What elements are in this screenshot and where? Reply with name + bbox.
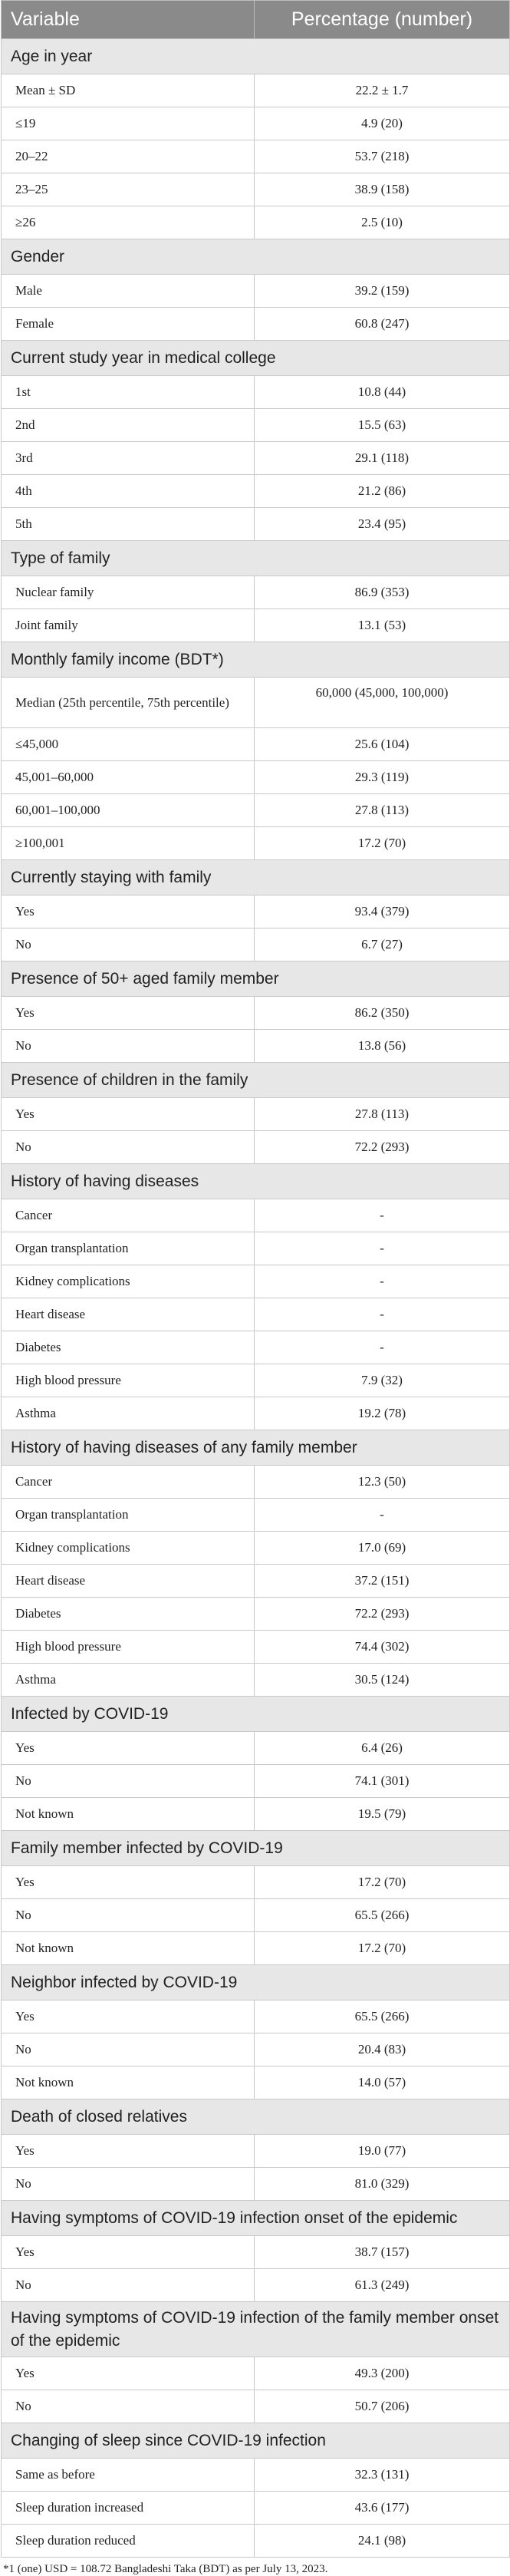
section-header-row: [2, 1697, 510, 1732]
row-label: 4th: [2, 475, 255, 508]
table-row: [2, 1899, 510, 1932]
table-row: [2, 1397, 510, 1430]
table-row: [2, 2236, 510, 2269]
row-value: -: [255, 1199, 510, 1232]
row-value: 6.4 (26): [255, 1732, 510, 1765]
table-row: [2, 1199, 510, 1232]
row-value: 37.2 (151): [255, 1565, 510, 1598]
row-value: 61.3 (249): [255, 2269, 510, 2302]
row-value: 72.2 (293): [255, 1131, 510, 1164]
row-value: 27.8 (113): [255, 1098, 510, 1131]
table-row: [2, 827, 510, 860]
row-label: Sleep duration increased: [2, 2492, 255, 2525]
section-title: History of having diseases: [2, 1164, 510, 1199]
header-variable: Variable: [2, 1, 255, 39]
table-row: [2, 2066, 510, 2099]
table-row: [2, 275, 510, 308]
row-label: Organ transplantation: [2, 1232, 255, 1265]
row-label: Yes: [2, 1866, 255, 1899]
table-row: [2, 475, 510, 508]
row-value: 81.0 (329): [255, 2168, 510, 2201]
row-value: 7.9 (32): [255, 1364, 510, 1397]
row-label: No: [2, 928, 255, 961]
row-value: 60.8 (247): [255, 308, 510, 341]
table-row: [2, 678, 510, 728]
section-title: Infected by COVID-19: [2, 1697, 510, 1732]
row-label: Organ transplantation: [2, 1499, 255, 1532]
section-title: Currently staying with family: [2, 860, 510, 895]
row-value: 19.2 (78): [255, 1397, 510, 1430]
table-row: [2, 928, 510, 961]
table-row: [2, 728, 510, 761]
table-row: [2, 1598, 510, 1631]
section-title: Current study year in medical college: [2, 341, 510, 376]
row-label: Yes: [2, 2000, 255, 2033]
table-row: [2, 2459, 510, 2492]
table-row: [2, 1565, 510, 1598]
table-row: [2, 409, 510, 442]
section-header-row: [2, 1965, 510, 2000]
section-header-row: [2, 1164, 510, 1199]
row-label: High blood pressure: [2, 1631, 255, 1664]
row-label: No: [2, 1131, 255, 1164]
section-title: Presence of 50+ aged family member: [2, 961, 510, 997]
row-label: No: [2, 1899, 255, 1932]
table-row: [2, 1631, 510, 1664]
row-label: Sleep duration reduced: [2, 2525, 255, 2558]
row-label: No: [2, 2168, 255, 2201]
row-label: Same as before: [2, 2459, 255, 2492]
row-label: 3rd: [2, 442, 255, 475]
row-label: ≤19: [2, 107, 255, 140]
table-row: [2, 1499, 510, 1532]
row-value: 23.4 (95): [255, 508, 510, 541]
row-label: Yes: [2, 1732, 255, 1765]
table-row: [2, 1232, 510, 1265]
row-value: 10.8 (44): [255, 376, 510, 409]
table-row: [2, 1866, 510, 1899]
table-header-row: [2, 1, 510, 39]
row-value: -: [255, 1298, 510, 1331]
section-title: Family member infected by COVID-19: [2, 1831, 510, 1866]
table-row: [2, 2033, 510, 2066]
table-row: [2, 140, 510, 173]
row-value: 25.6 (104): [255, 728, 510, 761]
row-label: Female: [2, 308, 255, 341]
row-label: Asthma: [2, 1397, 255, 1430]
row-value: 38.9 (158): [255, 173, 510, 206]
row-value: 74.1 (301): [255, 1765, 510, 1798]
row-value: 15.5 (63): [255, 409, 510, 442]
row-value: 93.4 (379): [255, 895, 510, 928]
row-value: 2.5 (10): [255, 206, 510, 239]
section-title: Changing of sleep since COVID-19 infection: [2, 2423, 510, 2459]
row-label: Kidney complications: [2, 1265, 255, 1298]
row-label: High blood pressure: [2, 1364, 255, 1397]
table-row: [2, 2390, 510, 2423]
row-label: ≥100,001: [2, 827, 255, 860]
table-row: [2, 2492, 510, 2525]
section-title: Monthly family income (BDT*): [2, 642, 510, 678]
row-label: No: [2, 2269, 255, 2302]
row-value: -: [255, 1499, 510, 1532]
row-value: 6.7 (27): [255, 928, 510, 961]
row-value: 32.3 (131): [255, 2459, 510, 2492]
table-row: [2, 308, 510, 341]
row-label: 5th: [2, 508, 255, 541]
row-label: Male: [2, 275, 255, 308]
row-label: No: [2, 2033, 255, 2066]
row-label: No: [2, 2390, 255, 2423]
table-row: [2, 761, 510, 794]
row-value: 24.1 (98): [255, 2525, 510, 2558]
table-row: [2, 997, 510, 1030]
table-row: [2, 74, 510, 107]
table-row: [2, 1331, 510, 1364]
table-row: [2, 1932, 510, 1965]
table-row: [2, 173, 510, 206]
table-row: [2, 794, 510, 827]
table-row: [2, 2000, 510, 2033]
row-value: 38.7 (157): [255, 2236, 510, 2269]
row-label: Not known: [2, 1798, 255, 1831]
row-value: 43.6 (177): [255, 2492, 510, 2525]
table-row: [2, 2269, 510, 2302]
row-value: 86.9 (353): [255, 576, 510, 609]
row-value: 50.7 (206): [255, 2390, 510, 2423]
table-row: [2, 1532, 510, 1565]
row-value: 29.3 (119): [255, 761, 510, 794]
table-row: [2, 1030, 510, 1063]
row-label: 23–25: [2, 173, 255, 206]
row-label: Not known: [2, 2066, 255, 2099]
section-header-row: [2, 1430, 510, 1466]
section-title: Type of family: [2, 541, 510, 576]
table-row: [2, 576, 510, 609]
row-label: ≥26: [2, 206, 255, 239]
section-title: Age in year: [2, 39, 510, 74]
characteristics-table: [1, 0, 510, 2558]
row-value: -: [255, 1232, 510, 1265]
row-label: Cancer: [2, 1199, 255, 1232]
row-label: 1st: [2, 376, 255, 409]
row-value: 72.2 (293): [255, 1598, 510, 1631]
row-label: Asthma: [2, 1664, 255, 1697]
row-value: 86.2 (350): [255, 997, 510, 1030]
row-label: No: [2, 1765, 255, 1798]
table-row: [2, 206, 510, 239]
row-label: Nuclear family: [2, 576, 255, 609]
row-value: 53.7 (218): [255, 140, 510, 173]
row-value: 39.2 (159): [255, 275, 510, 308]
section-header-row: [2, 541, 510, 576]
table-row: [2, 895, 510, 928]
row-value: 13.1 (53): [255, 609, 510, 642]
row-value: 29.1 (118): [255, 442, 510, 475]
row-label: Cancer: [2, 1466, 255, 1499]
row-value: 4.9 (20): [255, 107, 510, 140]
row-label: ≤45,000: [2, 728, 255, 761]
row-value: 60,000 (45,000, 100,000): [255, 678, 510, 728]
footnote: *1 (one) USD = 108.72 Bangladeshi Taka (BDT) as per July 13, 2023.: [3, 2563, 328, 2575]
row-label: 2nd: [2, 409, 255, 442]
row-value: 17.2 (70): [255, 1932, 510, 1965]
row-value: 17.2 (70): [255, 827, 510, 860]
row-value: 20.4 (83): [255, 2033, 510, 2066]
row-label: Mean ± SD: [2, 74, 255, 107]
row-value: -: [255, 1331, 510, 1364]
row-value: 65.5 (266): [255, 1899, 510, 1932]
row-label: 60,001–100,000: [2, 794, 255, 827]
section-title: Presence of children in the family: [2, 1063, 510, 1098]
row-label: Yes: [2, 1098, 255, 1131]
row-value: 65.5 (266): [255, 2000, 510, 2033]
section-header-row: [2, 2302, 510, 2357]
row-value: -: [255, 1265, 510, 1298]
row-value: 14.0 (57): [255, 2066, 510, 2099]
row-label: Yes: [2, 895, 255, 928]
section-title: Having symptoms of COVID-19 infection of the family member onset of the epidemic: [2, 2302, 510, 2357]
table-row: [2, 376, 510, 409]
table-row: [2, 2357, 510, 2390]
table-row: [2, 1765, 510, 1798]
row-value: 49.3 (200): [255, 2357, 510, 2390]
row-value: 30.5 (124): [255, 1664, 510, 1697]
table-row: [2, 442, 510, 475]
row-label: No: [2, 1030, 255, 1063]
row-label: Not known: [2, 1932, 255, 1965]
table-row: [2, 107, 510, 140]
table-row: [2, 1664, 510, 1697]
table-row: [2, 1732, 510, 1765]
section-header-row: [2, 642, 510, 678]
section-header-row: [2, 2201, 510, 2236]
row-value: 19.0 (77): [255, 2135, 510, 2168]
row-label: Joint family: [2, 609, 255, 642]
table-row: [2, 609, 510, 642]
section-header-row: [2, 860, 510, 895]
section-header-row: [2, 239, 510, 275]
row-label: Kidney complications: [2, 1532, 255, 1565]
row-value: 13.8 (56): [255, 1030, 510, 1063]
section-header-row: [2, 341, 510, 376]
row-label: Median (25th percentile, 75th percentile): [2, 678, 255, 728]
table-row: [2, 1364, 510, 1397]
header-percentage: Percentage (number): [255, 1, 510, 39]
section-header-row: [2, 1831, 510, 1866]
section-title: Death of closed relatives: [2, 2099, 510, 2135]
section-title: Neighbor infected by COVID-19: [2, 1965, 510, 2000]
table-row: [2, 1265, 510, 1298]
section-header-row: [2, 2099, 510, 2135]
section-header-row: [2, 1063, 510, 1098]
row-label: Yes: [2, 2357, 255, 2390]
table-body: [2, 39, 510, 2558]
section-title: Gender: [2, 239, 510, 275]
table-row: [2, 1466, 510, 1499]
table-row: [2, 2135, 510, 2168]
row-value: 21.2 (86): [255, 475, 510, 508]
section-title: History of having diseases of any family member: [2, 1430, 510, 1466]
section-header-row: [2, 961, 510, 997]
row-label: Diabetes: [2, 1331, 255, 1364]
table-row: [2, 1298, 510, 1331]
table-row: [2, 1798, 510, 1831]
row-value: 17.0 (69): [255, 1532, 510, 1565]
section-header-row: [2, 39, 510, 74]
table-row: [2, 508, 510, 541]
row-label: Yes: [2, 2135, 255, 2168]
table-row: [2, 1098, 510, 1131]
table-row: [2, 1131, 510, 1164]
row-value: 12.3 (50): [255, 1466, 510, 1499]
row-label: 20–22: [2, 140, 255, 173]
row-value: 74.4 (302): [255, 1631, 510, 1664]
row-label: Heart disease: [2, 1298, 255, 1331]
row-label: Diabetes: [2, 1598, 255, 1631]
section-title: Having symptoms of COVID-19 infection onset of the epidemic: [2, 2201, 510, 2236]
row-value: 19.5 (79): [255, 1798, 510, 1831]
table-row: [2, 2168, 510, 2201]
section-header-row: [2, 2423, 510, 2459]
row-value: 22.2 ± 1.7: [255, 74, 510, 107]
row-value: 17.2 (70): [255, 1866, 510, 1899]
row-value: 27.8 (113): [255, 794, 510, 827]
row-label: 45,001–60,000: [2, 761, 255, 794]
row-label: Yes: [2, 997, 255, 1030]
table-row: [2, 2525, 510, 2558]
row-label: Yes: [2, 2236, 255, 2269]
row-label: Heart disease: [2, 1565, 255, 1598]
